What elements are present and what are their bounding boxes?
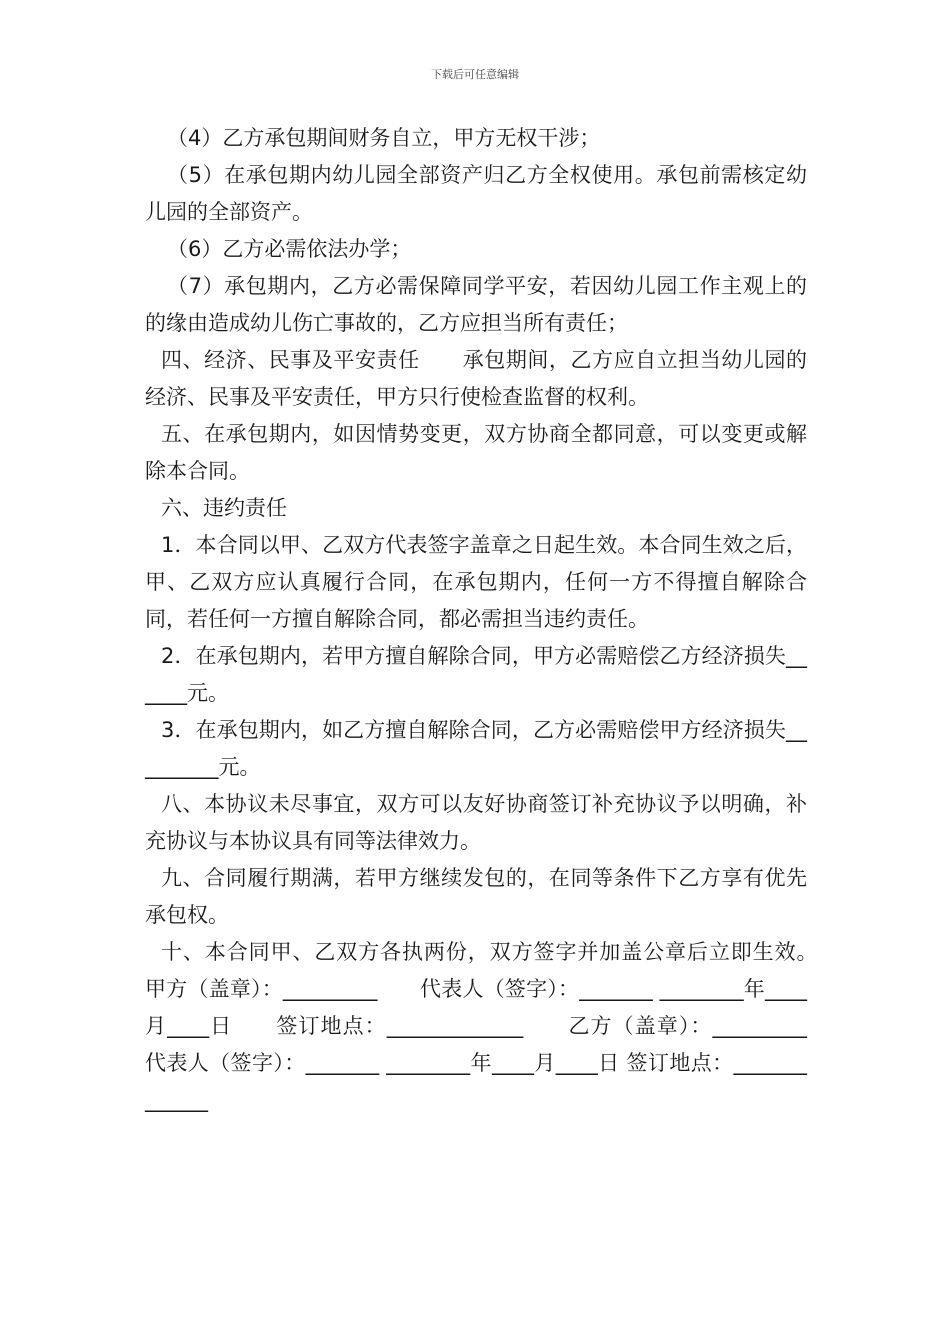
paragraph-clause-2: 2．在承包期内，若甲方擅自解除合同，甲方必需赔偿乙方经济损失______元。 bbox=[145, 644, 807, 705]
paragraph-section-6-heading: 六、违约责任 bbox=[161, 496, 287, 520]
paragraph-section-8: 八、本协议未尽事宜，双方可以友好协商签订补充协议予以明确，补充协议与本协议具有同等法律效力。 bbox=[145, 792, 807, 853]
page-header: 下载后可任意编辑 bbox=[431, 68, 519, 81]
paragraph-section-10-signatures: 十、本合同甲、乙双方各执两份，双方签字并加盖公章后立即生效。 甲方（盖章）：_________ 代表人（签字）：_______ ________年____月____日 签订地点：_____________ 乙方（盖章）：_________ 代表人（签字）：_______ ________年____月____日 签订地点：_____________ bbox=[145, 940, 849, 1112]
paragraph-item-5: （5）在承包期内幼儿园全部资产归乙方全权使用。承包前需核定幼儿园的全部资产。 bbox=[145, 163, 807, 224]
paragraph-item-6: （6）乙方必需依法办学； bbox=[167, 237, 412, 261]
paragraph-section-9: 九、合同履行期满，若甲方继续发包的，在同等条件下乙方享有优先承包权。 bbox=[145, 866, 807, 927]
paragraph-item-7: （7）承包期内，乙方必需保障同学平安，若因幼儿园工作主观上的的缘由造成幼儿伤亡事故的，乙方应担当所有责任； bbox=[145, 274, 807, 335]
paragraph-clause-3: 3．在承包期内，如乙方擅自解除合同，乙方必需赔偿甲方经济损失_________元。 bbox=[145, 718, 807, 779]
paragraph-section-5: 五、在承包期内，如因情势变更，双方协商全都同意，可以变更或解除本合同。 bbox=[145, 422, 807, 483]
paragraph-clause-1: 1．本合同以甲、乙双方代表签字盖章之日起生效。本合同生效之后，甲、乙双方应认真履行合同，在承包期内，任何一方不得擅自解除合同，若任何一方擅自解除合同，都必需担当违约责任。 bbox=[145, 533, 807, 631]
paragraph-section-4: 四、经济、民事及平安责任 承包期间，乙方应自立担当幼儿园的经济、民事及平安责任，甲方只行使检查监督的权利。 bbox=[145, 348, 807, 409]
paragraph-item-4: （4）乙方承包期间财务自立，甲方无权干涉； bbox=[167, 126, 601, 150]
document-body bbox=[145, 120, 849, 1119]
